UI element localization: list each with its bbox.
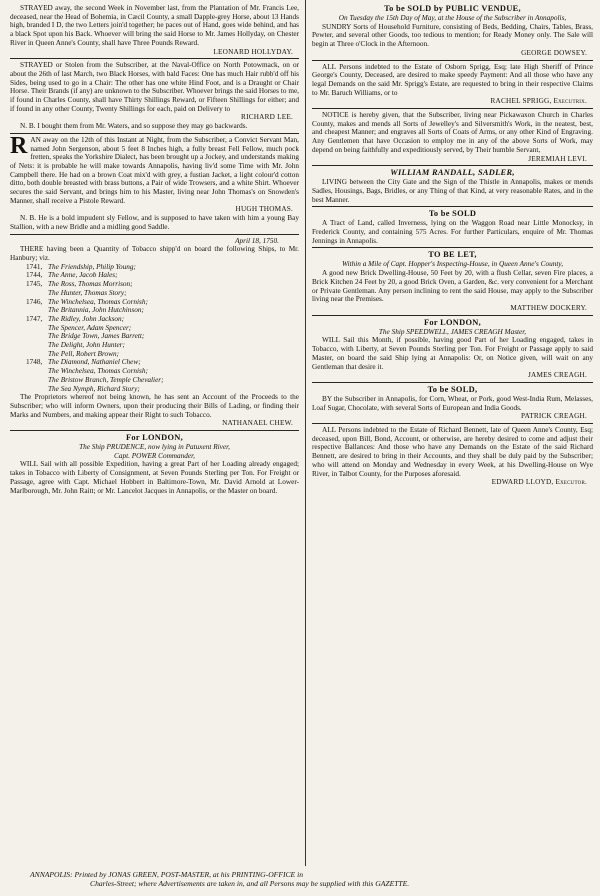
right-column: [312, 4, 593, 487]
ship-list-item: 1746, The Winchelsea, Thomas Cornish;: [26, 297, 148, 306]
ad-heading: To be SOLD,: [427, 384, 478, 394]
column-divider: [305, 0, 306, 866]
ad-body: BY the Subscriber in Annapolis, for Corn, Wheat, or Pork, good West-India Rum, Melasses, Loaf Sugar, Chocolate, with several Sorts of European and India Goods.: [312, 394, 593, 412]
ad-signature: PATRICK CREAGH.: [521, 412, 587, 421]
ad-body: STRAYED away, the second Week in November last, from the Plantation of Mr. Francis Lee, deceased, near the Head of Bohemia, in Cæcil County, a small Dapple-grey Horse, about 13 Hands high, branded I D, the two Letters join'd together; he paces out of Hand, goes wide behind, and has a black Spot upon his Back. Whoever will bring the said Horse to Mr. James Hollyday, on Chester River in Queen Anne's County, shall have Three Pounds Reward.: [10, 4, 299, 47]
divider: [10, 58, 299, 59]
ad-ship-prudence: [10, 433, 299, 495]
ship-list-item: The Pell, Robert Brown;: [48, 349, 120, 358]
ship-list-item: 1745, The Ross, Thomas Morrison;: [26, 280, 133, 289]
imprint-line: ANNAPOLIS: Printed by JONAS GREEN, POST-MASTER, at his PRINTING-OFFICE in: [30, 870, 303, 879]
ad-subheading: The Ship PRUDENCE, now lying in Patuxent River,: [79, 443, 230, 452]
ad-intro: THERE having been a Quantity of Tobacco shipp'd on board the following Ships, to Mr. Hanbury; viz.: [10, 245, 299, 262]
ad-body: STRAYED or Stolen from the Subscriber, at the Naval-Office on North Potowmack, on or about the 26th of last March, two Black Horses, with bald Faces: One has much Hair rubb'd off his Sides, being used to go in a Chair: The other has one white Hind Foot, and is a Draught or Chair Horse. Their Brands (if any) are unknown to the Subscriber. Whoever brings the said Horses to me, if found in Charles County, shall have Thirty Shillings Reward, or Fifteen Shillings for either; and if found in any other County, Twenty Shillings for each, paid on Delivery to: [10, 61, 299, 113]
ad-body: ALL Persons indebted to the Estate of Richard Bennett, late of Queen Anne's County, Esq; deceased, upon Bill, Bond, Account, or otherwise, are hereby desired to come and adjust their respective Ballances: And those who have any Demands on the Estate of the said Richard Bennett, are desired to bring in their Accounts, and they shall be duly paid by the Subscriber; who will attend on Monday and Wednesday in every Week, at his Dwelling-House on Wye River, in Talbot County, for the Purposes aforesaid.: [312, 426, 593, 478]
ad-signature: JEREMIAH LEVI.: [528, 154, 587, 163]
ad-body: NOTICE is hereby given, that the Subscriber, living near Pickawaxon Church in Charles County, makes and mends all Sorts of Jewelley's and Silversmith's Work, in the neatest, best, and cheapest Manner; and engraves all Sorts of Coats of Arms, or any other Kind of Engraving. Any Gentlemen that have Occasion to employ me in any of the above Sorts of Work, may depend on being faithfully and expeditiously served, by Their humble Servant,: [312, 111, 593, 154]
ad-signature: MATTHEW DOCKERY.: [510, 303, 587, 312]
ship-list-item: The Delight, John Hunter;: [48, 341, 125, 350]
ad-heading: For LONDON,: [125, 433, 184, 443]
ad-signature: RICHARD LEE.: [241, 113, 293, 122]
ship-list-item: 1747, The Ridley, John Jackson;: [26, 314, 125, 323]
divider: [10, 133, 299, 134]
ship-list-item: The Sea Nymph, Richard Story;: [48, 384, 140, 393]
drop-cap: R: [10, 132, 28, 159]
divider: [312, 247, 593, 248]
ad-signature: NATHANAEL CHEW.: [222, 419, 293, 428]
divider: [312, 206, 593, 207]
ad-strayed-hollyday: [10, 4, 299, 56]
ad-subheading: The Ship SPEEDWELL, JAMES CREAGH Master,: [378, 327, 527, 336]
ad-runaway: [10, 132, 299, 232]
ad-to-be-let: [312, 250, 593, 312]
ad-signature: JAMES CREAGH.: [528, 371, 587, 380]
ad-signature: GEORGE DOWSEY.: [521, 48, 587, 57]
ad-sprigg-estate: [312, 63, 593, 107]
ad-signature: EDWARD LLOYD, Executor.: [491, 478, 587, 487]
ad-subheading: Within a Mile of Capt. Hopper's Inspecting-House, in Queen Anne's County,: [341, 260, 564, 269]
ad-body: LIVING between the City Gate and the Sign of the Thistle in Annapolis, makes or mends Sadles, Housings, Bags, Bridles, or any Thing of that Kind, at very reasonable Rates, and in the best Manner.: [312, 178, 593, 204]
ad-date: April 18, 1750.: [235, 236, 279, 245]
ad-inverness-land: [312, 209, 593, 245]
left-column: [10, 4, 299, 495]
ad-body: A good new Brick Dwelling-House, 50 Feet by 20, with a flush Cellar, seven Fire places, a Brick Kitchen 24 Feet by 20, a good Brick Oven, a Garden, &c. very convenient for a Merchant or Private Gentleman. Any person inclining to rent the said House, may apply to the Subscriber living near the Premises.: [312, 269, 593, 304]
ship-list-item: The Hunter, Thomas Story;: [48, 288, 127, 297]
ad-sadler: [312, 168, 593, 204]
ship-list-item: The Winchelsea, Thomas Cornish;: [48, 367, 148, 376]
ad-body: WILL Sail this Month, if possible, having good Part of her Loading engaged, takes in Tobacco, with Liberty, at Seven Pounds Sterling per Ton. For Freight or Passage apply to said Master, on board the said Ship lying at Annapolis: Or, on Notice given, will wait on any Gentleman that desire it.: [312, 336, 593, 371]
ship-list-item: The Britannia, John Hutchinson;: [48, 306, 144, 315]
ad-heading: TO BE LET,: [428, 250, 477, 260]
divider: [312, 423, 593, 424]
ship-list-item: The Bristow Branch, Temple Chevalier;: [48, 375, 164, 384]
ad-body: A Tract of Land, called Inverness, lying on the Waggon Road near Little Monocksy, in Frederick County, and containing 575 Acres. For further Particulars, enquire of Mr. Thomas Jennings in Annapolis.: [312, 219, 593, 245]
ad-bennett-estate: [312, 426, 593, 487]
ad-subheading: Capt. POWER Commander,: [114, 451, 195, 460]
imprint-line: Charles-Street; where Advertisements are taken in, and all Persons may be supplied with this GAZETTE.: [90, 879, 410, 889]
ship-list-item: 1744, The Anne, Jacob Hales;: [26, 271, 118, 280]
ad-signature: HUGH THOMAS.: [235, 205, 293, 214]
ad-tobacco: [10, 237, 299, 428]
ship-list-item: The Bridge Town, James Barrett;: [48, 332, 145, 341]
ad-heading: WILLIAM RANDALL, SADLER,: [390, 168, 515, 178]
ad-body: RAN away on the 12th of this Instant at Night, from the Subscriber, a Convict Servant Man, named John Sergenson, about 5 feet 8 Inches high, a fully breast Fell Fellow, much pock fretten, speaks the Yorkshire Dialect, has been brought up a Jockey, and understands making of Nets: it is probable he will make towards Annapolis, having liv'd some Time with Mr. John Campbell there. He had on a brown Coat mix'd with grey, a fustian Jacket, a light colour'd cotton ditto, both double breasted with brass buttons, a Pair of wide Trowsers, and a white Shirt. Whoever secures the said Servant, and brings him to his Master, living near John Thomas's on Snowden's Manner, shall receive a Pistole Reward.: [10, 132, 299, 205]
divider: [312, 382, 593, 383]
divider: [312, 60, 593, 61]
ship-list-item: 1748, The Diamond, Nathaniel Chew;: [26, 358, 141, 367]
ad-nota-bene: N. B. He is a bold impudent sly Fellow, and is supposed to have taken with him a young Bay Stallion, with a new Bridle and a midling good Saddle.: [10, 214, 299, 231]
ad-signature: RACHEL SPRIGG, Executrix.: [490, 97, 587, 106]
ad-body: ALL Persons indebted to the Estate of Osborn Sprigg, Esq; late High Sheriff of Prince George's County, Deceased, are desired to make speedy Payment: And all those who have any legal Demands on the said Mr. Sprigg's Estate, are requested to bring in their respective Claims to Mr. Baruch Williams, or to: [312, 62, 593, 97]
ad-nota-bene: N. B. I bought them from Mr. Waters, and so suppose they may go backwards.: [20, 122, 248, 131]
divider: [312, 165, 593, 166]
ad-jeweller-notice: [312, 111, 593, 163]
ad-public-vendue: [312, 4, 593, 58]
ad-ship-speedwell: [312, 318, 593, 380]
ad-subheading: On Tuesday the 15th Day of May, at the House of the Subscriber in Annapolis,: [338, 14, 567, 22]
ad-goods-for-sale: [312, 385, 593, 421]
printer-imprint: [30, 870, 590, 888]
ad-signature: LEONARD HOLLYDAY.: [213, 47, 293, 56]
ship-list-item: 1741, The Friendship, Philip Young;: [26, 262, 136, 271]
divider: [312, 315, 593, 316]
ad-heading: For LONDON,: [423, 317, 482, 327]
ad-heading: To be SOLD: [428, 209, 477, 219]
ship-list: [26, 263, 299, 394]
ad-heading: To be SOLD by PUBLIC VENDUE,: [384, 4, 521, 13]
ship-list-item: The Spencer, Adam Spencer;: [48, 323, 132, 332]
divider: [10, 430, 299, 431]
ad-body: WILL Sail with all possible Expedition, having a great Part of her Loading already engaged; takes in Tobacco with Liberty of Consignment, at Seven Pounds Sterling per Ton. For Freight or Passage, agree with Capt. Michael Hobbert in Baltimore-Town, Mr. David Arnold at Lower-Marlborough, Mr. John Raitt; or Mr. Lancelot Jacques in Annapolis, or the Master on board.: [10, 460, 299, 495]
divider: [10, 234, 299, 235]
divider: [312, 108, 593, 109]
ad-body: The Proprietors whereof not being known, he has sent an Account of the Proceeds to the Subscriber; who will inform Owners, upon their producing their Bills of Lading, or finding their Marks and Numbers, and making appear their Right to such Tobacco.: [10, 393, 299, 419]
ad-body: SUNDRY Sorts of Household Furniture, consisting of Beds, Bedding, Chairs, Tables, Brass, Pewter, and several other Goods, too tedious to mention; for Ready Money only. The Sale will begin at Three o'Clock in the Afternoon.: [312, 22, 593, 49]
ad-strayed-lee: [10, 61, 299, 131]
